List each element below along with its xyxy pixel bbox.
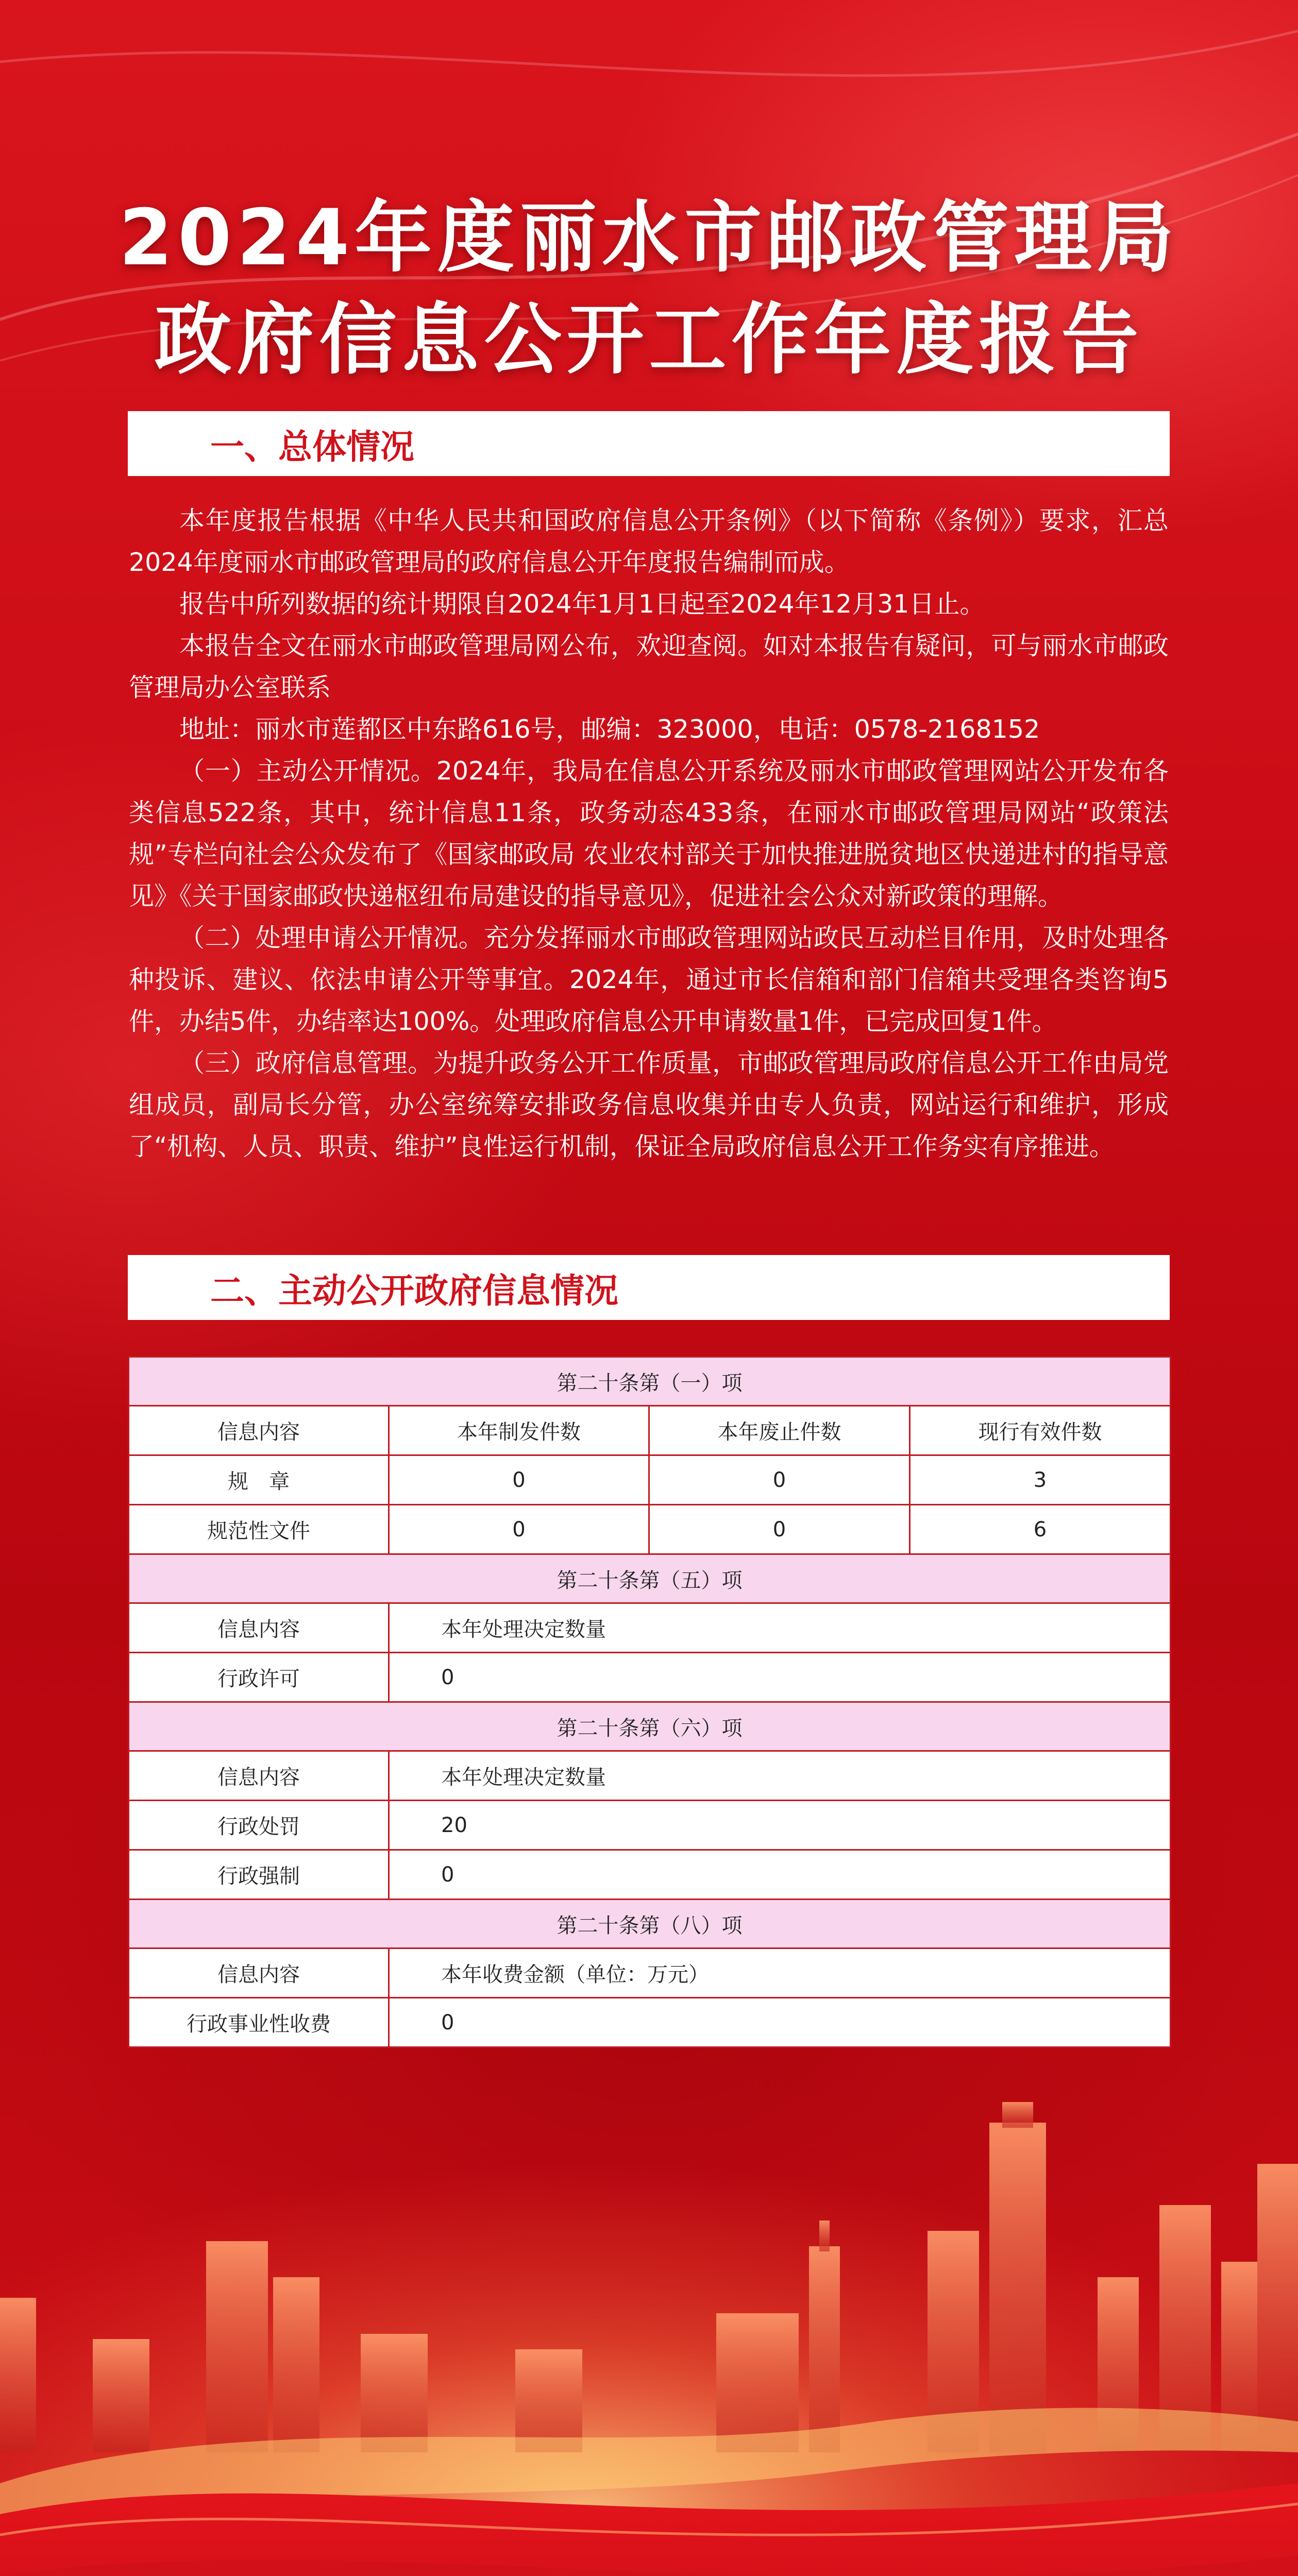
table-section-row <box>129 1702 1171 1751</box>
section-heading-overview: 一、总体情况 <box>128 411 1170 476</box>
table-section-title: 第二十条第（五）项 <box>129 1554 1171 1603</box>
overview-paragraph: 报告中所列数据的统计期限自2024年1月1日起至2024年12月31日止。 <box>179 589 985 619</box>
table-cell: 20 <box>389 1801 1171 1850</box>
section-heading-disclosure: 二、主动公开政府信息情况 <box>128 1255 1170 1320</box>
table-header-cell: 现行有效件数 <box>910 1406 1171 1455</box>
table-row <box>129 1998 1171 2047</box>
table-row <box>129 1653 1171 1702</box>
table-cell: 0 <box>389 1505 649 1554</box>
disclosure-table <box>128 1356 1171 2048</box>
overview-text <box>129 500 1169 1167</box>
table-header-cell: 本年废止件数 <box>649 1406 910 1455</box>
table-row <box>129 1505 1171 1554</box>
table-cell: 规范性文件 <box>129 1505 389 1554</box>
overview-paragraph: 本报告全文在丽水市邮政管理局网公布，欢迎查阅。如对本报告有疑问，可与丽水市邮政管理局办公室联系 <box>129 631 1169 702</box>
table-section-title: 第二十条第（一）项 <box>129 1357 1171 1406</box>
table-section-title: 第二十条第（六）项 <box>129 1702 1171 1751</box>
table-header-cell: 本年处理决定数量 <box>389 1751 1171 1801</box>
table-cell: 0 <box>649 1505 910 1554</box>
table-cell: 0 <box>389 1653 1171 1702</box>
overview-paragraph: （三）政府信息管理。为提升政务公开工作质量，市邮政管理局政府信息公开工作由局党组成员，副局长分管，办公室统筹安排政务信息收集并由专人负责，网站运行和维护，形成了“机构、人员、职责、维护”良性运行机制，保证全局政府信息公开工作务实有序推进。 <box>129 1048 1169 1161</box>
table-header-cell: 本年收费金额（单位：万元） <box>389 1948 1171 1998</box>
table-section-title: 第二十条第（八）项 <box>129 1900 1171 1948</box>
overview-paragraph: 本年度报告根据《中华人民共和国政府信息公开条例》（以下简称《条例》）要求，汇总2024年度丽水市邮政管理局的政府信息公开年度报告编制而成。 <box>129 506 1169 577</box>
table-cell: 规 章 <box>129 1455 389 1505</box>
table-cell: 0 <box>389 1455 649 1505</box>
table-header-cell: 本年制发件数 <box>389 1406 649 1455</box>
table-row <box>129 1455 1171 1505</box>
table-section-row <box>129 1554 1171 1603</box>
table-header-cell: 信息内容 <box>129 1603 389 1653</box>
overview-paragraph: （二）处理申请公开情况。充分发挥丽水市邮政管理网站政民互动栏目作用，及时处理各种投诉、建议、依法申请公开等事宜。2024年，通过市长信箱和部门信箱共受理各类咨询5件，办结5件，办结率达100%。处理政府信息公开申请数量1件，已完成回复1件。 <box>129 923 1169 1036</box>
table-header-cell: 信息内容 <box>129 1948 389 1998</box>
table-row <box>129 1801 1171 1850</box>
table-cell: 行政处罚 <box>129 1801 389 1850</box>
table-row <box>129 1850 1171 1900</box>
table-cell: 0 <box>649 1455 910 1505</box>
report-title-line1: 2024年度丽水市邮政管理局 <box>119 193 1179 283</box>
table-header-row <box>129 1751 1171 1801</box>
report-title-line2: 政府信息公开工作年度报告 <box>154 295 1144 385</box>
table-header-cell: 本年处理决定数量 <box>389 1603 1171 1653</box>
table-header-row <box>129 1406 1171 1455</box>
overview-paragraph: 地址：丽水市莲都区中东路616号，邮编：323000，电话：0578-2168152 <box>179 715 1040 744</box>
table-cell: 0 <box>389 1850 1171 1900</box>
table-cell: 3 <box>910 1455 1171 1505</box>
table-header-cell: 信息内容 <box>129 1751 389 1801</box>
table-cell: 0 <box>389 1998 1171 2047</box>
table-header-cell: 信息内容 <box>129 1406 389 1455</box>
table-cell: 行政许可 <box>129 1653 389 1702</box>
table-section-row <box>129 1357 1171 1406</box>
table-cell: 行政强制 <box>129 1850 389 1900</box>
table-cell: 6 <box>910 1505 1171 1554</box>
table-section-row <box>129 1900 1171 1948</box>
table-header-row <box>129 1948 1171 1998</box>
overview-paragraph: （一）主动公开情况。2024年，我局在信息公开系统及丽水市邮政管理网站公开发布各类信息522条，其中，统计信息11条，政务动态433条，在丽水市邮政管理局网站“政策法规”专栏向社会公众发布了《国家邮政局 农业农村部关于加快推进脱贫地区快递进村的指导意见》《关于国家邮政快递枢纽布局建设的指导意见》，促进社会公众对新政策的理解。 <box>129 756 1169 911</box>
table-header-row <box>129 1603 1171 1653</box>
table-cell: 行政事业性收费 <box>129 1998 389 2047</box>
city-skyline-illustration <box>0 2092 1298 2576</box>
